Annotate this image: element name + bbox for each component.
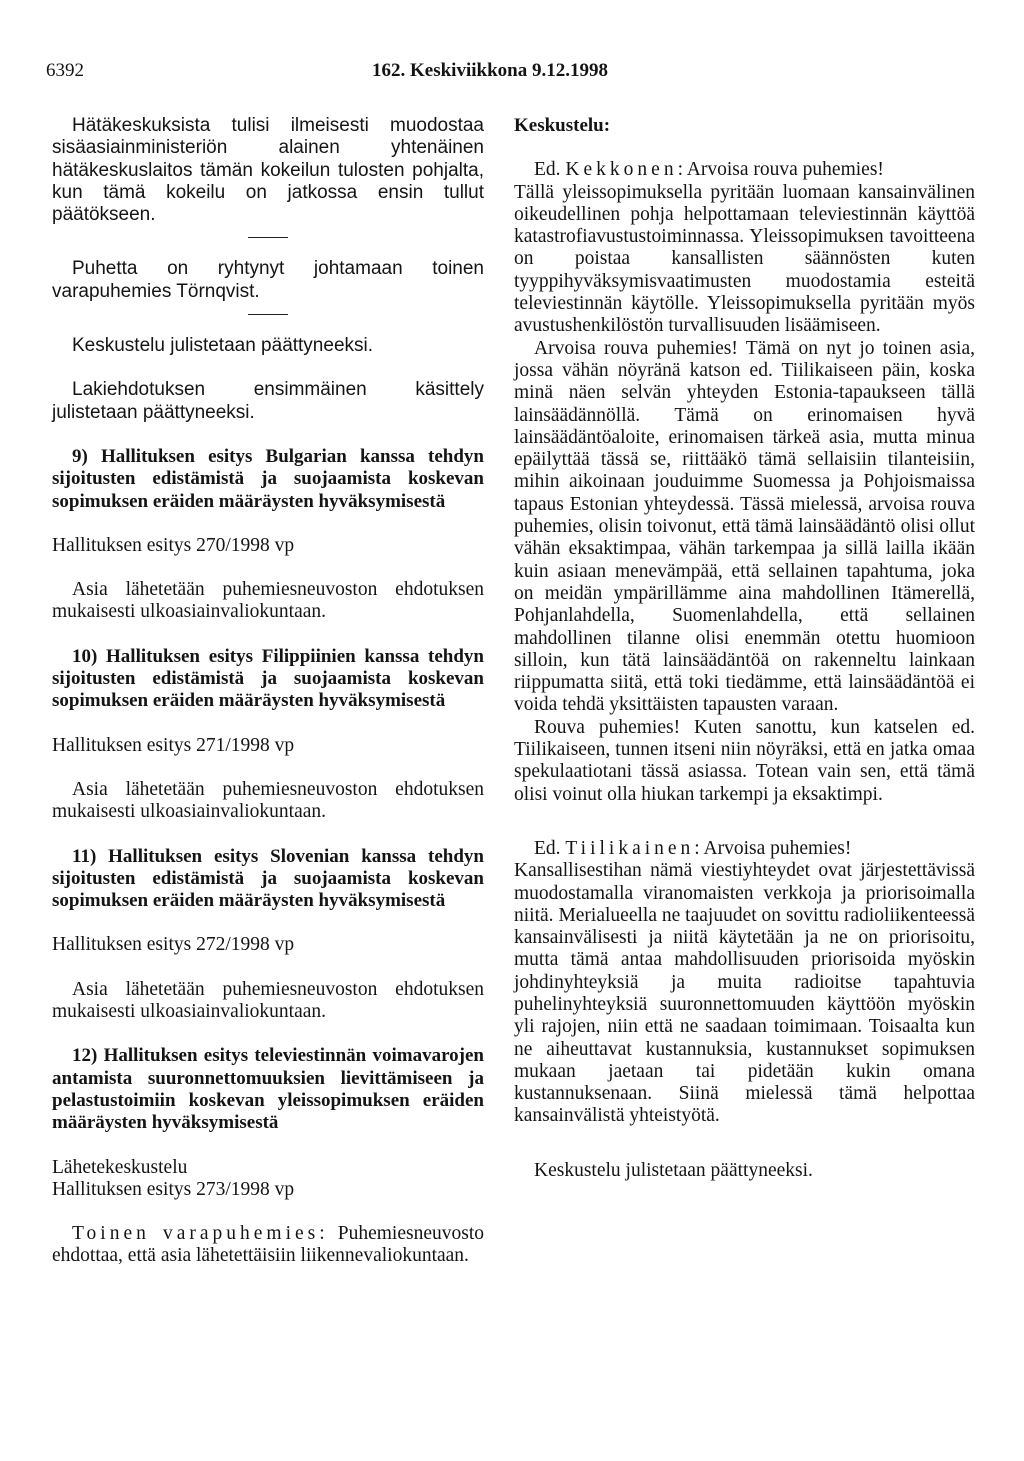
agenda-item-decision: Asia lähetetään puhemiesneuvoston ehdotuksen mukaisesti ulkoasiainvaliokuntaan. <box>52 579 484 623</box>
left-column <box>52 115 484 1268</box>
agenda-item-9 <box>52 446 484 624</box>
discussion-heading: Keskustelu: <box>514 115 611 136</box>
speech-paragraph: Rouva puhemies! Kuten sanottu, kun katselen ed. Tiilikaiseen, tunnen itseni niin nöyräksi, että en jatka omaa spekulaatiotani tässä asiassa. Totean vain sen, että tämä olisi voinut olla hiukan tarkempi ja eksaktimpi. <box>514 716 975 805</box>
speech-tiilikainen <box>514 838 975 1128</box>
speech-salutation: : Arvoisa rouva puhemies! <box>677 159 884 181</box>
agenda-item-type: Lähetekeskustelu <box>52 1156 188 1178</box>
agenda-item-reference: Hallituksen esitys 272/1998 vp <box>52 934 295 956</box>
speech-paragraph: Tällä yleissopimuksella pyritään luomaan kansainvälinen oikeudellinen pohja helpottamaan televiestinnän käyttöä katastrofiavustustoiminnassa. Yleissopimuksen tavoitteena on poistaa kansallisten säännösten kuten tyyppihyväksymisvaatimusten muodostamia esteitä televiestinnän käytölle. Yleissopimuksella pyritään myös avustushenkilöstön turvallisuuden lisäämiseen. <box>514 181 975 337</box>
speech-paragraph: Kansallisestihan nämä viestiyhteydet ovat järjestettävissä muodostamalla viranomaisten verkkoja ja priorisoimalla niitä. Merialueella ne taajuudet on sovittu radioliikenteessä kansainvälisesti ja niitä käytetään ja ne on priorisoitu, mutta tämä antaa mahdollisuuden priorisoida myöskin johdinyhteyksiä ja muita radioitse tapahtuvia puhelinyhteyksiä suuronnettomuuden käyttöön myöskin yli rajojen, niin että ne saadaan toimimaan. Toisaalta kun ne aiheuttavat kustannuksia, kustannukset sopimuksen mukaan jaetaan tai pidetään kukin omana kustannuksenaan. Siinä mielessä tämä helpottaa kansainvälistä yhteistyötä. <box>514 860 975 1127</box>
right-column <box>514 115 975 1182</box>
chair-proposal-text: Puhemiesneuvosto ehdottaa, että asia lähetettäisiin liikennevaliokuntaan. <box>52 1223 485 1267</box>
chair-change-note: Puhetta on ryhtynyt johtamaan toinen varapuhemies Törnqvist. <box>52 258 484 302</box>
divider-rule <box>248 314 288 315</box>
speaker-name: Tiilikainen <box>565 837 695 859</box>
discussion-closed-note: Keskustelu julistetaan päättyneeksi. <box>72 335 374 357</box>
agenda-item-reference: Hallituksen esitys 273/1998 vp <box>52 1178 295 1200</box>
agenda-item-decision: Asia lähetetään puhemiesneuvoston ehdotuksen mukaisesti ulkoasiainvaliokuntaan. <box>52 778 484 823</box>
speech-paragraph: Arvoisa rouva puhemies! Tämä on nyt jo toinen asia, jossa vähän nöyränä katson ed. Tiilikaiseen päin, koska minä näen selvän yhteyden Estonia-tapaukseen tällä lainsäädännöllä. Tämä on erinomaisen hyvä lainsäädäntöaloite, erinomaisen tärkeä asia, mutta minua epäilyttää tässä se, riittääkö tämä sellaisiin tilanteisiin, mihin aikoinaan jouduimme Suomessa ja Pohjoismaissa tapaus Estonian yhteydessä. Tässä mielessä, arvoisa rouva puhemies, olisin toivonut, että tämä lainsäädäntö olisi ollut vähän eksaktimpaa, vähän tarkempaa ja sillä lailla ikään kuin asiaan menevämpää, että sellainen tapahtuma, joka on meidän ympärillämme aina mahdollinen Itämerellä, Pohjanlahdella, Suomenlahdella, että sellainen mahdollinen tilanne olisi enemmän otettu huomioon silloin, kun tätä lainsäädäntöä on rakenneltu lainkaan riippumatta siitä, että toki tiedämme, että lainsäädäntöä ei voida tehdä yksittäisten tapausten varaan. <box>514 337 975 716</box>
running-header: 162. Keskiviikkona 9.12.1998 <box>372 60 608 81</box>
discussion-closed-note: Keskustelu julistetaan päättyneeksi. <box>534 1159 813 1181</box>
agenda-item-heading: 12) Hallituksen esitys televiestinnän voimavarojen antamista suuronnettomuuksien lievittämiseen ja pelastustoimiin koskevan yleissopimuksen eräiden määräysten hyväksymisestä <box>52 1045 484 1134</box>
speaker-prefix: Ed. <box>534 159 561 181</box>
speech-kekkonen <box>514 159 975 806</box>
speech-opening <box>514 159 975 181</box>
agenda-item-decision: Asia lähetetään puhemiesneuvoston ehdotuksen mukaisesti ulkoasiainvaliokuntaan. <box>52 978 484 1023</box>
page-number: 6392 <box>46 60 84 81</box>
chair-speaker: Toinen varapuhemies: <box>72 1223 329 1245</box>
divider-rule <box>248 237 288 238</box>
speech-salutation: : Arvoisa puhemies! <box>694 837 852 859</box>
agenda-item-reference: Hallituksen esitys 270/1998 vp <box>52 534 295 556</box>
agenda-item-reference: Hallituksen esitys 271/1998 vp <box>52 734 295 756</box>
agenda-item-10 <box>52 646 484 824</box>
paragraph-emergency-centres: Hätäkeskuksista tulisi ilmeisesti muodostaa sisäasiainministeriön alainen yhtenäinen hätäkeskuslaitos tämän kokeilun tulosten pohjalta, kun tämä kokeilu on jatkossa ensin tullut päätökseen. <box>52 115 484 226</box>
chair-proposal <box>52 1223 484 1268</box>
first-reading-closed-note: Lakiehdotuksen ensimmäinen käsittely julistetaan päättyneeksi. <box>52 379 484 423</box>
agenda-item-heading: 9) Hallituksen esitys Bulgarian kanssa tehdyn sijoitusten edistämistä ja suojaamista koskevan sopimuksen eräiden määräysten hyväksymisestä <box>52 445 484 512</box>
speech-opening <box>514 838 975 860</box>
agenda-item-12 <box>52 1045 484 1267</box>
agenda-item-heading: 11) Hallituksen esitys Slovenian kanssa tehdyn sijoitusten edistämistä ja suojaamista koskevan sopimuksen eräiden määräysten hyväksymisestä <box>52 845 484 912</box>
speaker-name: Kekkonen <box>565 159 678 181</box>
agenda-item-11 <box>52 846 484 1024</box>
speaker-prefix: Ed. <box>534 837 561 859</box>
agenda-item-heading: 10) Hallituksen esitys Filippiinien kanssa tehdyn sijoitusten edistämistä ja suojaamista koskevan sopimuksen eräiden määräysten hyväksymisestä <box>52 645 484 712</box>
